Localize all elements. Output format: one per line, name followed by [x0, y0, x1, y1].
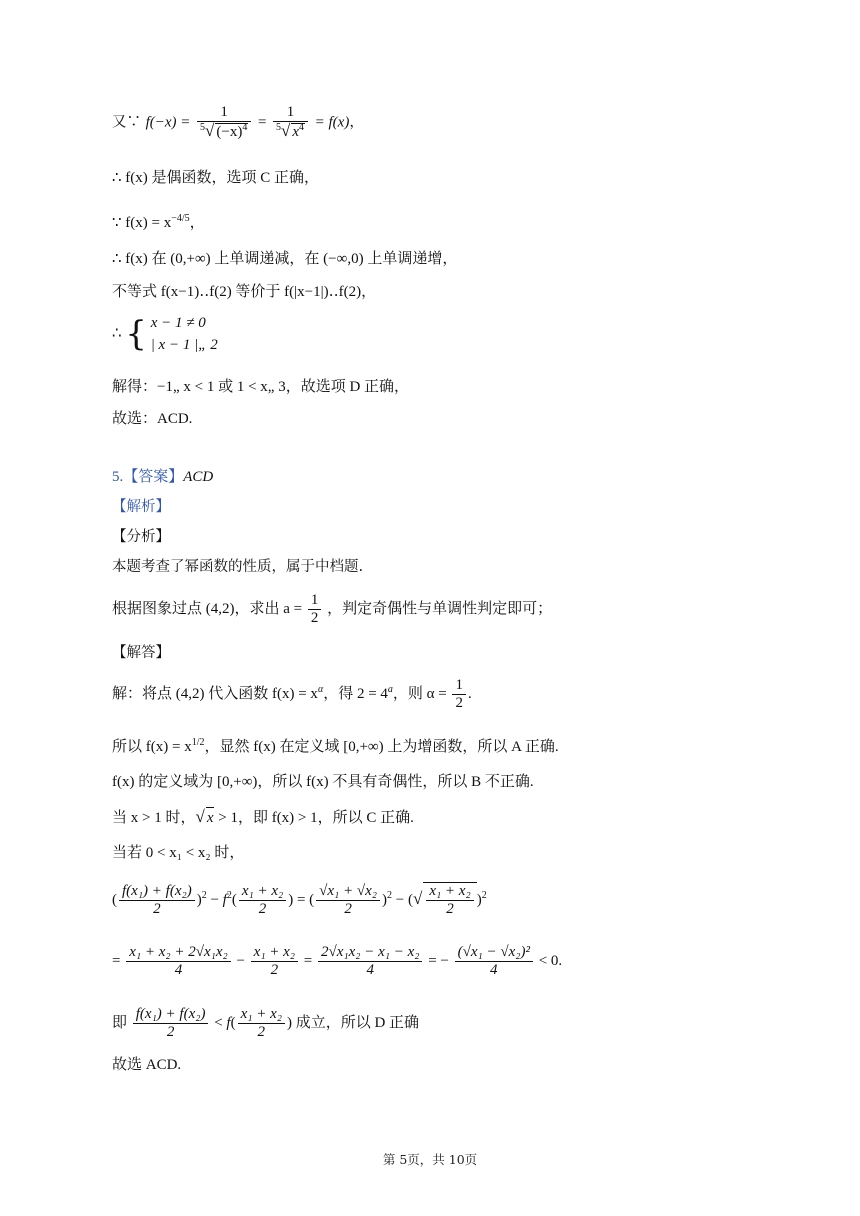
q5-equation-2: = $\frac{\text{x₁ + x₂ + 2√x₁x₂}}{4}$ − $\frac{\text{x₁ + x₂}}{2}$ = $\frac{\text{2√x₁x₂ − x₁ − x₂}}{4}$ = − $\frac{\text{(√x₁ − √x₂)²}}{4}$ < 0. [112, 944, 563, 978]
q5-jieda-tag: 【解答】 [112, 645, 170, 661]
page-footer: 第 5页，共 10页 [382, 1152, 478, 1167]
q5-step-4: 当 x > 1 时，√ x > 1，即 f(x) > 1，所以 C 正确. [112, 807, 414, 826]
even-function-line: ∴ f(x) 是偶函数，选项 C 正确， [112, 170, 320, 186]
math-lhs: f(−x) = [145, 114, 191, 131]
q5-fenxi-2: 根据图象过点 (4,2)，求出 a = $\frac{1}{2}$ ，判定奇偶性与单调性判定即可； [112, 592, 553, 626]
fraction-2: $\frac{1}{^5√ x^4}$ [273, 104, 308, 141]
q5-step-8: 故选 ACD. [112, 1057, 182, 1073]
fraction-1: $\frac{1}{^5√ (-x)^4}$ [197, 104, 251, 141]
q5-fenxi-1: 本题考查了幂函数的性质，属于中档题. [112, 559, 364, 575]
q5-step-2: 所以 $f(x) = x^{1/2}$，显然 f(x) 在定义域 [0,+∞) 上为增函数，所以 A 正确. [112, 737, 559, 755]
q5-analysis-tag: 【解析】 [112, 499, 170, 515]
q5-step-3: f(x) 的定义域为 [0,+∞)，所以 f(x) 不具有奇偶性，所以 B 不正确. [112, 774, 534, 790]
q5-step-7: 即 $\frac{\text{f(x₁) + f(x₂)}}{2}$ < f( $\frac{\text{x₁ + x₂}}{2}$ ) 成立，所以 D 正确 [112, 1006, 420, 1040]
left-brace-icon: { [125, 314, 147, 354]
q5-fenxi-tag: 【分析】 [112, 529, 170, 545]
solution-line: 解得：−1„ x < 1 或 1 < x„ 3，故选项 D 正确， [112, 379, 410, 395]
text-prefix: 又∵ [112, 114, 146, 131]
even-function-check-line: 又∵ f(−x) = $\frac{1}{^5√ (-x)^4}$ = $\frac{1}{^5√ x^4}$ = f(x)， [112, 104, 364, 140]
monotonic-line: ∴ f(x) 在 (0,+∞) 上单调递减，在 (−∞,0) 上单调递增， [112, 251, 458, 267]
choose-line: 故选：ACD. [112, 411, 193, 427]
power-form-line: ∵ $f(x) = x^{-4/5}$， [112, 213, 205, 231]
q5-step-5: 当若 0 < x₁ < x₂ 时， [112, 845, 245, 861]
system-line: ∴ { x − 1 ≠ 0 | x − 1 |„ 2 [112, 314, 218, 354]
q5-equation-1: ( $\frac{\text{f(x₁) + f(x₂)}}{2}$ )$^2 - f^2$( $\frac{\text{x₁ + x₂}}{2}$ ) = ( $\frac{\text{√x₁ + √x₂}}{2}$ )$^2$ − (√ $\frac{\text{x₁ + x₂}}{2}$ )$^2$ [112, 883, 487, 917]
inequality-line: 不等式 f(x−1)‥f(2) 等价于 f(|x−1|)‥f(2)， [112, 284, 377, 300]
q5-answer-line: 5.【答案】ACD [112, 469, 214, 485]
q5-step-1: 解：将点 (4,2) 代入函数 $f(x) = x^\alpha$，得 $2 = 4^a$，则 α = $\frac{1}{2}$ . [112, 677, 472, 711]
